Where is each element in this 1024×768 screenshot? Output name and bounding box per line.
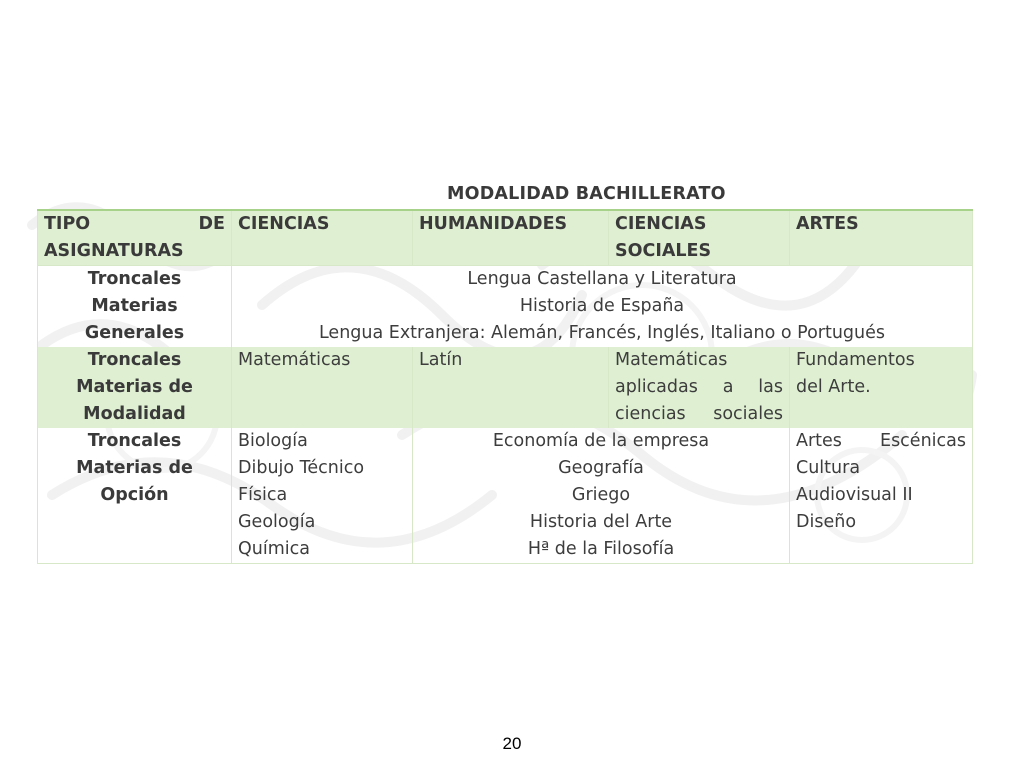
row-label-materias-modalidad: Troncales Materias de Modalidad bbox=[38, 347, 232, 428]
page-number: 20 bbox=[502, 734, 522, 753]
header-humanidades: HUMANIDADES bbox=[413, 210, 609, 266]
opcion-shared-cell: Economía de la empresa Geografía Griego Historia del Arte Hª de la Filosofía bbox=[413, 428, 790, 564]
modalidad-ciencias-cell: Matemáticas bbox=[232, 347, 413, 428]
header-artes: ARTES bbox=[790, 210, 973, 266]
table-title: MODALIDAD BACHILLERATO bbox=[447, 184, 726, 204]
header-tipo-asignaturas: TIPO DE ASIGNATURAS bbox=[38, 210, 232, 266]
subjects-table bbox=[37, 209, 973, 564]
generales-shared-cell: Lengua Castellana y Literatura Historia de España Lengua Extranjera: Alemán, Francés, Inglés, Italiano o Portugués bbox=[232, 266, 973, 348]
row-materias-opcion bbox=[38, 428, 973, 564]
row-label-materias-opcion: Troncales Materias de Opción bbox=[38, 428, 232, 564]
opcion-artes-cell: Artes Escénicas Cultura Audiovisual II Diseño bbox=[790, 428, 973, 564]
modalidad-artes-cell: Fundamentos del Arte. bbox=[790, 347, 973, 428]
header-ciencias-sociales: CIENCIAS SOCIALES bbox=[609, 210, 790, 266]
opcion-ciencias-cell: Biología Dibujo Técnico Física Geología Química bbox=[232, 428, 413, 564]
header-ciencias: CIENCIAS bbox=[232, 210, 413, 266]
modalidad-sociales-cell: Matemáticas aplicadas a las ciencias sociales bbox=[609, 347, 790, 428]
row-materias-modalidad bbox=[38, 347, 973, 428]
header-row bbox=[38, 210, 973, 266]
row-materias-generales bbox=[38, 266, 973, 348]
modalidad-humanidades-cell: Latín bbox=[413, 347, 609, 428]
row-label-materias-generales: Troncales Materias Generales bbox=[38, 266, 232, 348]
